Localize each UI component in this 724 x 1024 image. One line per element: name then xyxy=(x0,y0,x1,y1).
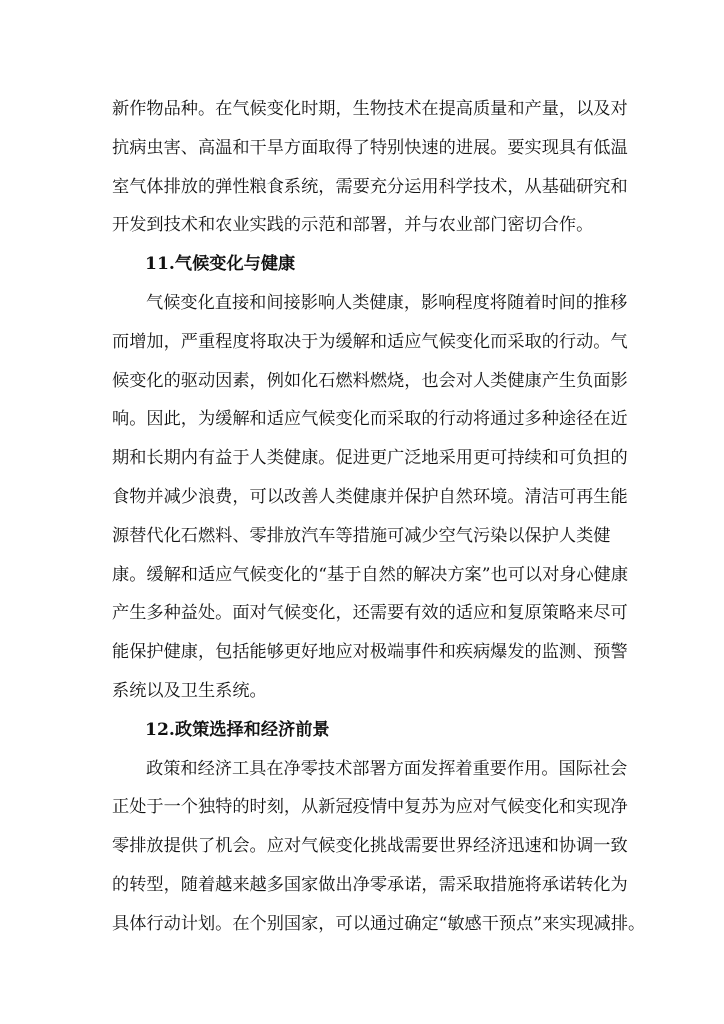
paragraph-line: 康。缓解和适应气候变化的“基于自然的解决方案”也可以对身心健康 xyxy=(112,564,629,585)
paragraph-line: 气候变化直接和间接影响人类健康，影响程度将随着时间的推移 xyxy=(146,292,628,313)
intro-paragraph xyxy=(112,90,628,245)
paragraph-line: 期和长期内有益于人类健康。促进更广泛地采用更可持续和可负担的 xyxy=(112,448,628,469)
section-heading-11: 11.气候变化与健康 xyxy=(145,254,296,275)
paragraph-line: 抗病虫害、高温和干旱方面取得了特别快速的进展。要实现具有低温 xyxy=(112,137,628,158)
paragraph-line: 开发到技术和农业实践的示范和部署，并与农业部门密切合作。 xyxy=(112,215,594,236)
section-12-paragraph xyxy=(112,750,646,944)
paragraph-line: 候变化的驱动因素，例如化石燃料燃烧，也会对人类健康产生负面影 xyxy=(112,370,628,391)
section-heading-12: 12.政策选择和经济前景 xyxy=(145,719,330,740)
paragraph-line: 而增加，严重程度将取决于为缓解和适应气候变化而采取的行动。气 xyxy=(112,331,628,352)
paragraph-line: 源替代化石燃料、零排放汽车等措施可减少空气污染以保护人类健 xyxy=(112,525,611,546)
paragraph-line: 零排放提供了机会。应对气候变化挑战需要世界经济迅速和协调一致 xyxy=(112,836,628,857)
paragraph-line: 能保护健康，包括能够更好地应对极端事件和疾病爆发的监测、预警 xyxy=(112,642,628,663)
paragraph-line: 的转型，随着越来越多国家做出净零承诺，需采取措施将承诺转化为 xyxy=(112,874,628,895)
paragraph-line: 具体行动计划。在个别国家，可以通过确定“敏感干预点”来实现减排。 xyxy=(112,913,646,934)
section-11-paragraph xyxy=(112,284,629,711)
paragraph-line: 食物并减少浪费，可以改善人类健康并保护自然环境。清洁可再生能 xyxy=(112,486,628,507)
paragraph-line: 室气体排放的弹性粮食系统，需要充分运用科学技术，从基础研究和 xyxy=(112,176,628,197)
paragraph-line: 政策和经济工具在净零技术部署方面发挥着重要作用。国际社会 xyxy=(146,758,628,779)
paragraph-line: 产生多种益处。面对气候变化，还需要有效的适应和复原策略来尽可 xyxy=(112,603,628,624)
paragraph-line: 新作物品种。在气候变化时期，生物技术在提高质量和产量，以及对 xyxy=(112,99,628,119)
paragraph-line: 响。因此，为缓解和适应气候变化而采取的行动将通过多种途径在近 xyxy=(112,409,628,430)
paragraph-line: 正处于一个独特的时刻，从新冠疫情中复苏为应对气候变化和实现净 xyxy=(112,797,628,818)
document-body xyxy=(112,90,646,944)
paragraph-line: 系统以及卫生系统。 xyxy=(112,680,267,701)
